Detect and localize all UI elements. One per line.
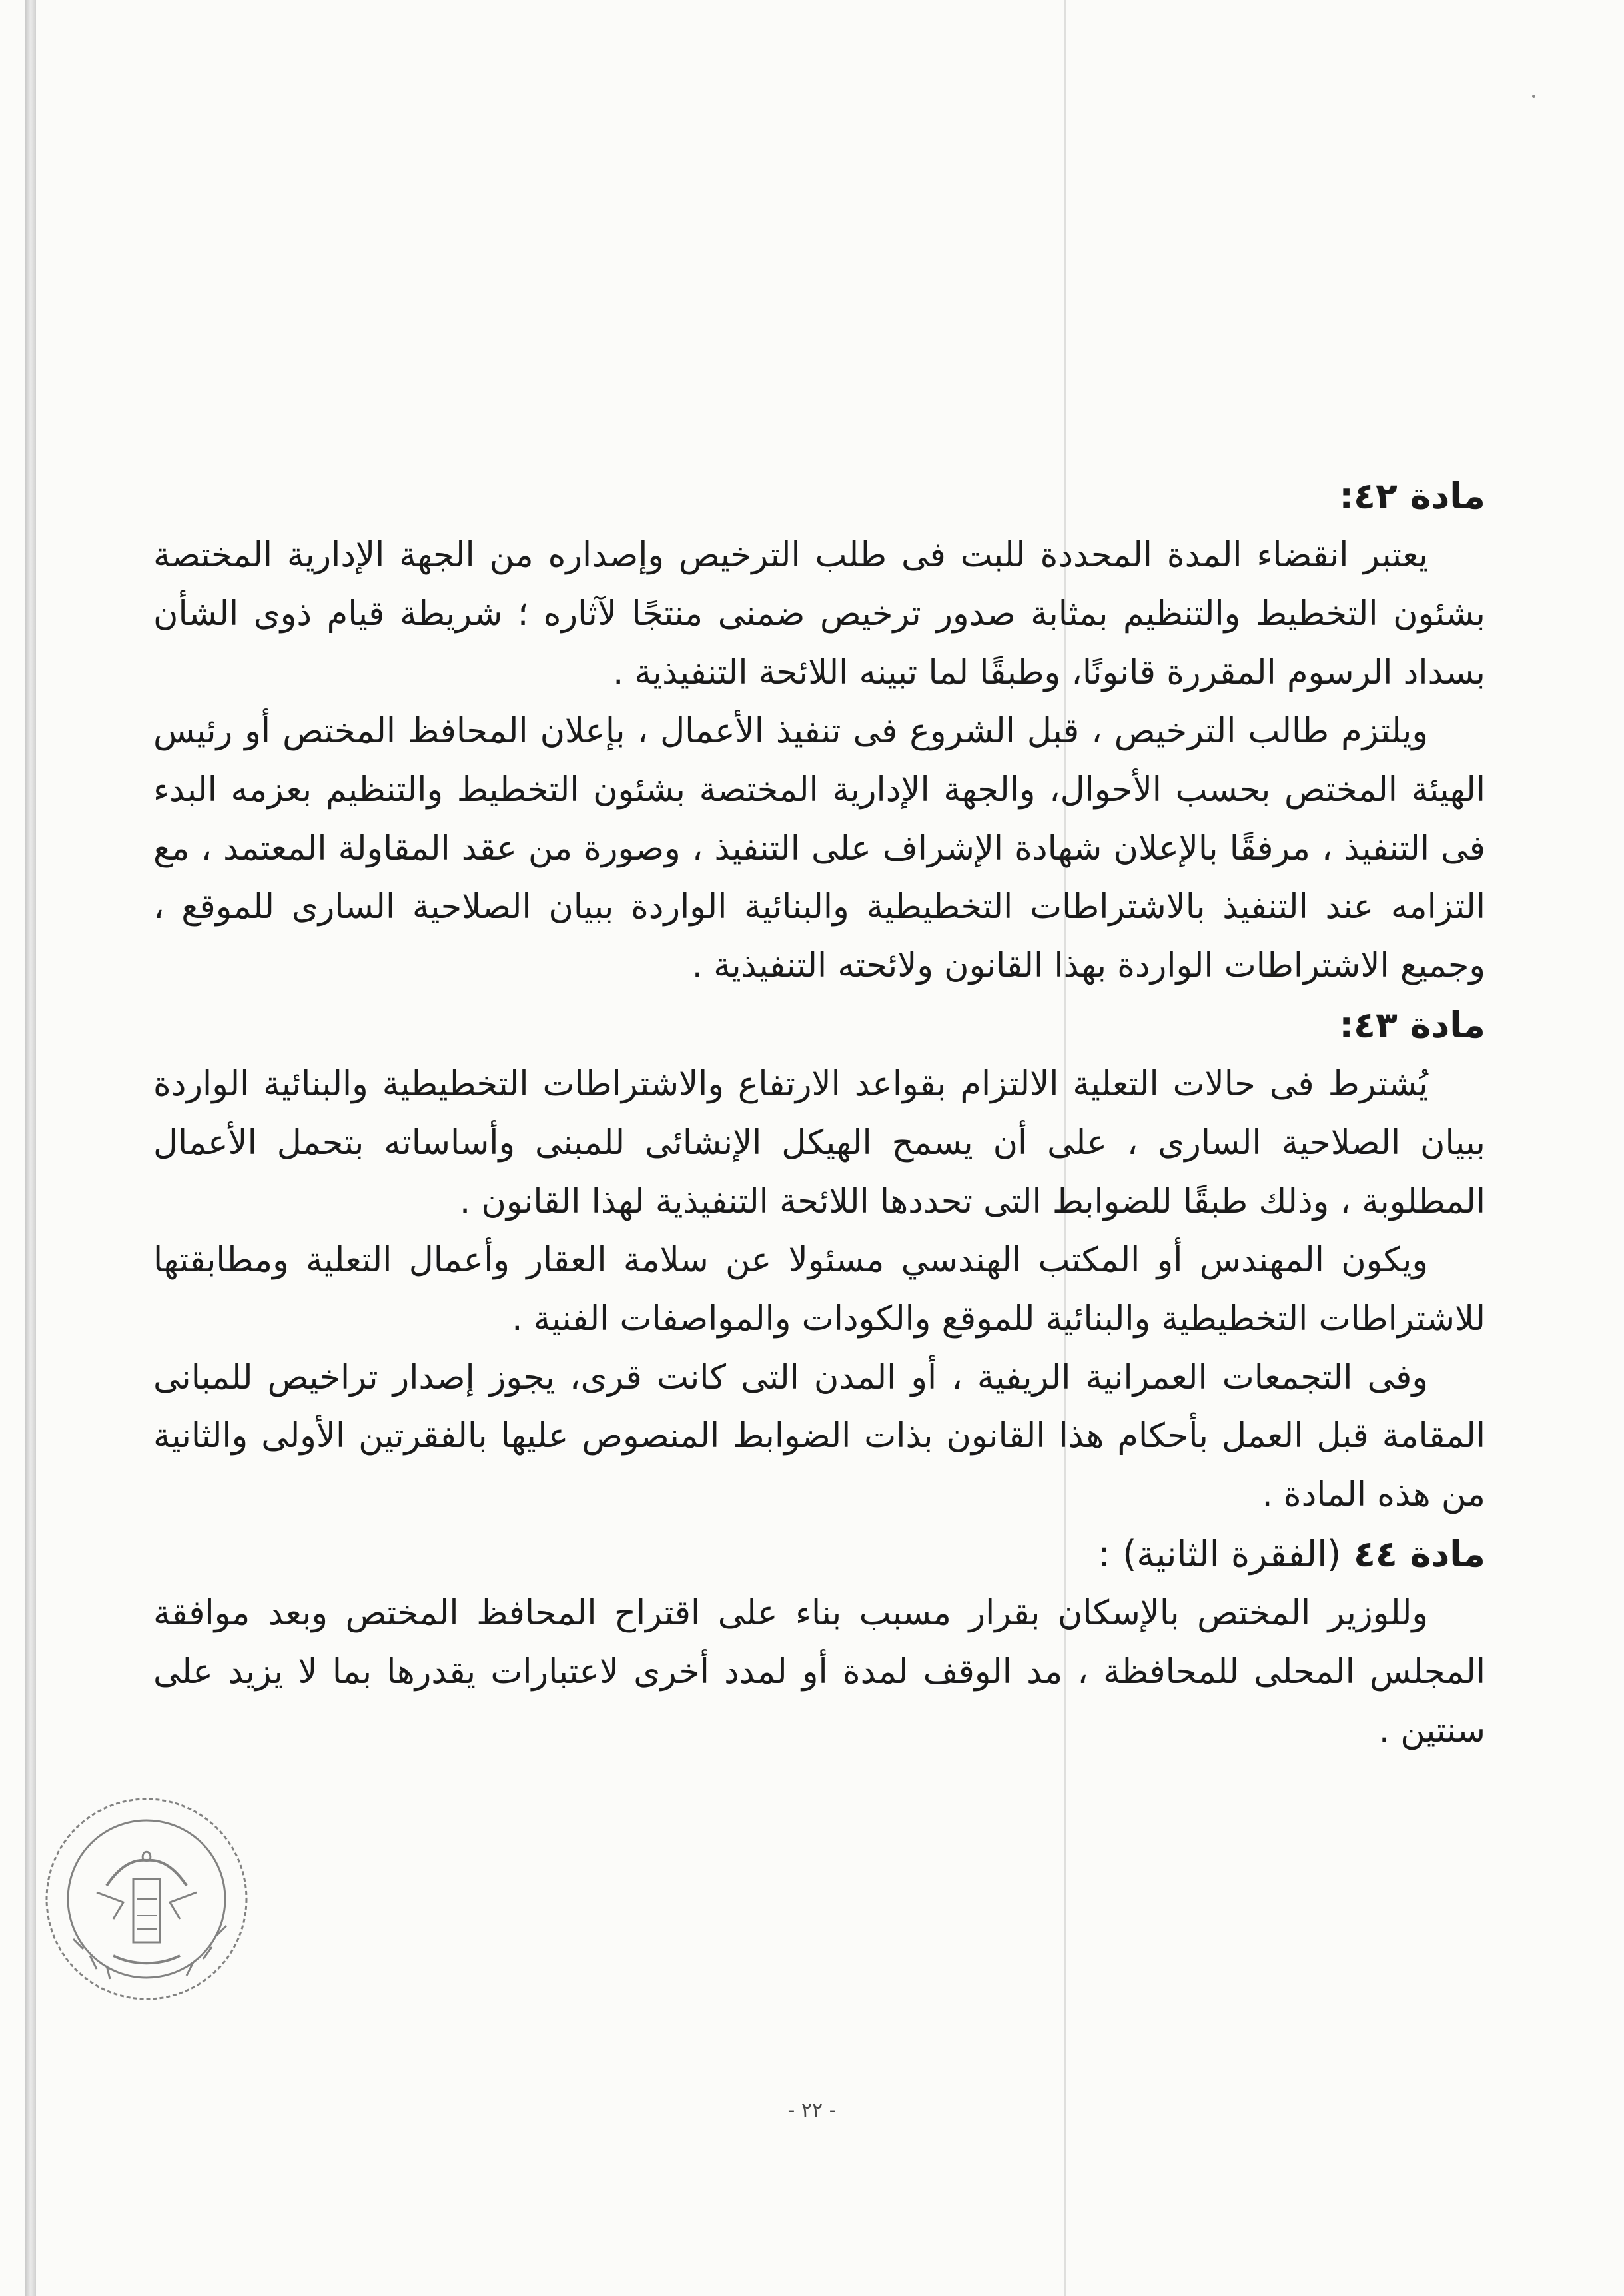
article-44-heading-colon: : bbox=[1098, 1533, 1110, 1575]
scan-speck bbox=[1532, 95, 1535, 98]
document-body bbox=[153, 466, 1485, 1760]
article-42-heading: مادة ٤٢: bbox=[1339, 475, 1485, 517]
article-43-paragraph-1: يُشترط فى حالات التعلية الالتزام بقواعد الارتفاع والاشتراطات التخطيطية والبنائية الواردة ببيان الصلاحية السارى ، على أن يسمح الهيكل الإنشائى للمبنى وأساساته بتحمل الأعمال المطلوبة ، وذلك طبقًا للضوابط التى تحددها اللائحة التنفيذية لهذا القانون . bbox=[153, 1065, 1485, 1221]
article-43-heading: مادة ٤٣: bbox=[1339, 1004, 1485, 1046]
article-44-paragraph-1: وللوزير المختص بالإسكان بقرار مسبب بناء على اقتراح المحافظ المختص وبعد موافقة المجلس المحلى للمحافظة ، مد الوقف لمدة أو لمدد أخرى لاعتبارات يقدرها بما لا يزيد على سنتين . bbox=[153, 1594, 1485, 1750]
article-44-heading-title: مادة ٤٤ bbox=[1353, 1533, 1485, 1575]
article-43-paragraph-3: وفى التجمعات العمرانية الريفية ، أو المدن التى كانت قرى، يجوز إصدار تراخيص للمبانى المقامة قبل العمل بأحكام هذا القانون بذات الضوابط المنصوص عليها بالفقرتين الأولى والثانية من هذه المادة . bbox=[153, 1358, 1485, 1514]
article-42-paragraph-2: ويلتزم طالب الترخيص ، قبل الشروع فى تنفيذ الأعمال ، بإعلان المحافظ المختص أو رئيس الهيئة المختص بحسب الأحوال، والجهة الإدارية المختصة بشئون التخطيط والتنظيم بعزمه البدء فى التنفيذ ، مرفقًا بالإعلان شهادة الإشراف على التنفيذ ، وصورة من عقد المقاولة المعتمد ، مع التزامه عند التنفيذ بالاشتراطات التخطيطية والبنائية الواردة ببيان الصلاحية السارى للموقع ، وجميع الاشتراطات الواردة بهذا القانون ولائحته التنفيذية . bbox=[153, 712, 1485, 985]
page-number: - ٢٢ - bbox=[787, 2099, 837, 2122]
article-42-paragraph-1: يعتبر انقضاء المدة المحددة للبت فى طلب الترخيص وإصداره من الجهة الإدارية المختصة بشئون التخطيط والتنظيم بمثابة صدور ترخيص ضمنى منتجًا لآثاره ؛ شريطة قيام ذوى الشأن بسداد الرسوم المقررة قانونًا، وطبقًا لما تبينه اللائحة التنفيذية . bbox=[153, 536, 1485, 692]
article-44-heading bbox=[153, 1524, 1485, 1584]
article-43-paragraph-2: ويكون المهندس أو المكتب الهندسي مسئولا عن سلامة العقار وأعمال التعلية ومطابقتها للاشتراطات التخطيطية والبنائية للموقع والكودات والمواصفات الفنية . bbox=[153, 1241, 1485, 1339]
eagle-seal-icon bbox=[33, 1786, 260, 2012]
article-44-heading-paren: (الفقرة الثانية) bbox=[1122, 1533, 1342, 1575]
